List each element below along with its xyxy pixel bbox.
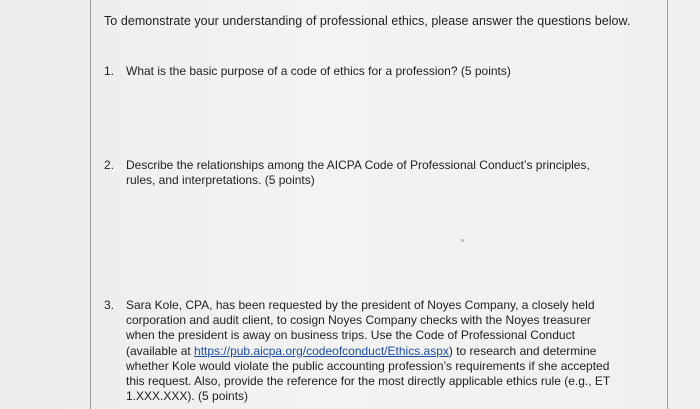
- question-text: Describe the relationships among the AICPA Code of Professional Conduct’s principles, rules, and interpretations. (5 points): [126, 158, 590, 188]
- question-text: [126, 298, 614, 404]
- question-text-part-2: ) to research and determine whether Kole would violate the public accounting profession’s requirements if she accepted this request. Also, provide the reference for the most directly applicable ethics rule (e.g., ET 1.XXX.XXX). (5 points): [126, 343, 611, 404]
- question-text: What is the basic purpose of a code of ethics for a profession? (5 points): [126, 64, 511, 78]
- question-number: 1.: [104, 64, 115, 78]
- aicpa-ethics-link[interactable]: https://pub.aicpa.org/codeofconduct/Ethics.aspx: [194, 343, 449, 358]
- instructions-text: To demonstrate your understanding of professional ethics, please answer the questions below.: [104, 14, 631, 28]
- question-number: 3.: [104, 298, 115, 312]
- question-text-part-1: Sara Kole, CPA, has been requested by the president of Noyes Company, a closely held corporation and audit client, to cosign Noyes Company checks with the Noyes treasurer when the president is away on business trips. Use the Code of Professional Conduct (available at: [126, 298, 595, 358]
- cursor-dot: [461, 239, 464, 242]
- question-number: 2.: [104, 158, 115, 172]
